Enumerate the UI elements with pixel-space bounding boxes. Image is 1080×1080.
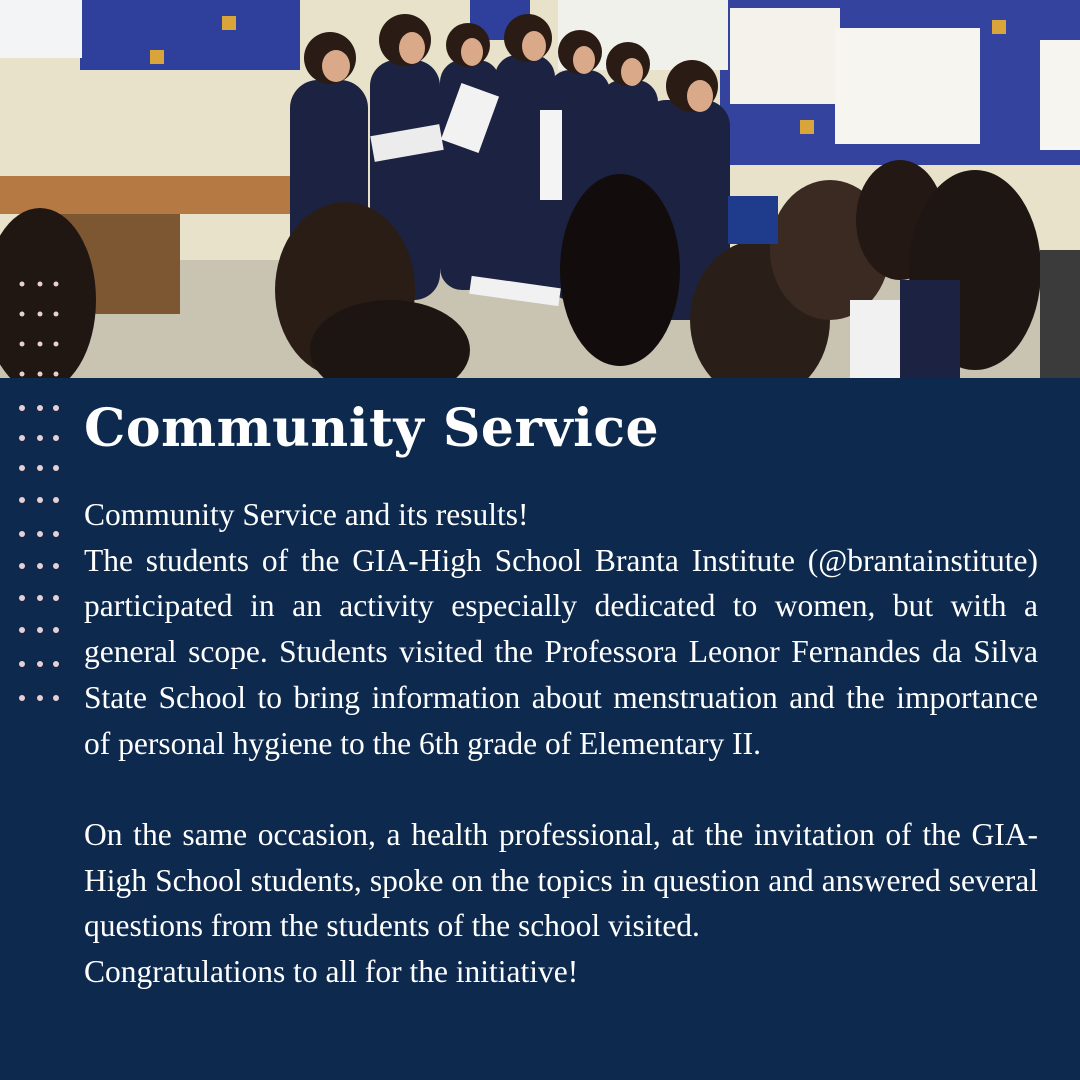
decorative-dots	[14, 278, 64, 708]
closing-line: Congratulations to all for the initiative!	[84, 954, 579, 990]
paragraph-gap	[84, 766, 1038, 812]
intro-line: Community Service and its results!	[84, 497, 529, 532]
text-panel	[84, 380, 1038, 995]
page-title: Community Service	[84, 398, 660, 459]
header-photo	[0, 0, 1080, 378]
paragraph-2: On the same occasion, a health professional, at the invitation of the GIA-High School students, spoke on the topics in question and answered several questions from the students of the school visited.	[84, 816, 1038, 944]
post-body	[84, 492, 1038, 995]
paragraph-1: The students of the GIA-High School Branta Institute (@brantainstitute) participated in an activity especially dedicated to women, but with a general scope. Students visited the Professora Leonor Fernandes da Silva State School to bring information about menstruation and the importance of personal hygiene to the 6th grade of Elementary II.	[84, 542, 1038, 761]
